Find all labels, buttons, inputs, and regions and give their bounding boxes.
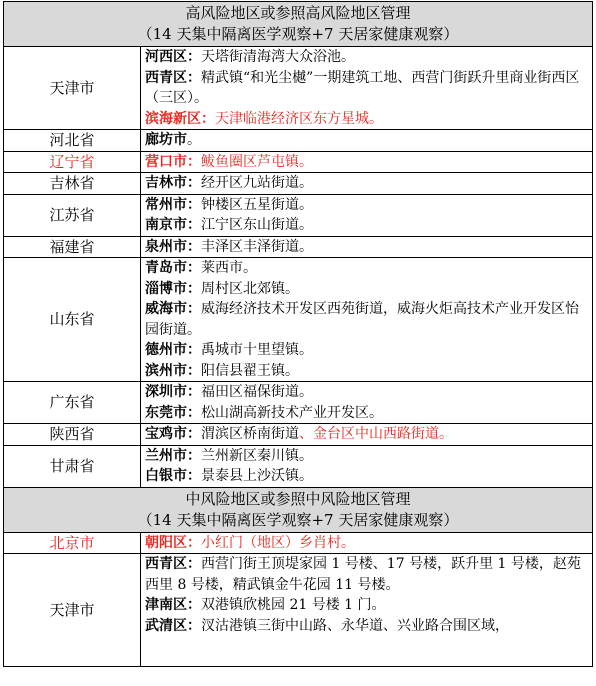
table-row [4, 424, 593, 446]
district-name: 宝鸡市： [145, 426, 201, 442]
district-cell [141, 151, 593, 173]
table-row [4, 130, 593, 152]
district-name: 泉州市： [145, 238, 201, 255]
district-name: 白银市： [145, 468, 201, 484]
district-name: 青岛市： [145, 260, 201, 276]
section-header-mid-cell [4, 487, 593, 532]
district-name: 兰州市： [145, 447, 201, 464]
district-detail: 周村区北郊镇。 [201, 280, 299, 297]
district-cell [141, 47, 593, 130]
area-line [145, 299, 588, 340]
district-name: 滨州市： [145, 362, 201, 379]
section-title-mid: 中风险地区或参照中风险地区管理 [185, 489, 411, 508]
table-row [4, 258, 593, 382]
district-detail: 禹城市十里望镇。 [201, 342, 313, 358]
district-detail: 丰泽区丰泽街道。 [201, 238, 313, 255]
district-detail: 天津临港经济区东方星城。 [215, 110, 383, 127]
district-detail: 江宁区东山街道。 [201, 217, 313, 233]
district-detail: 莱西市。 [201, 260, 257, 276]
district-cell [141, 532, 593, 554]
area-line [145, 361, 588, 382]
district-detail: 小红门（地区）乡肖村。 [201, 534, 355, 551]
district-detail: 福田区福保街道。 [201, 384, 313, 400]
district-detail: 汊沽港镇三街中山路、永华道、兴业路合围区域， [201, 617, 509, 634]
district-name: 西青区： [145, 556, 201, 572]
province-cell: 山东省 [4, 258, 141, 382]
district-detail: 兰州新区秦川镇。 [201, 447, 313, 464]
table-row [4, 194, 593, 236]
district-name: 吉林市： [145, 175, 201, 191]
district-cell [141, 382, 593, 424]
district-cell [141, 445, 593, 487]
province-cell: 北京市 [4, 532, 141, 554]
district-detail: 景泰县上沙沃镇。 [201, 468, 313, 484]
section-header-high-cell [4, 2, 593, 47]
district-name: 津南区： [145, 597, 201, 613]
table-row [4, 236, 593, 258]
table-row [4, 151, 593, 173]
table-row [4, 554, 593, 667]
district-cell [141, 258, 593, 382]
district-detail: 。 [187, 132, 201, 148]
table-row [4, 382, 593, 424]
area-line [145, 340, 588, 361]
area-line [145, 47, 588, 68]
district-name: 廊坊市 [145, 132, 187, 148]
district-name: 德州市： [145, 342, 201, 358]
risk-area-table [3, 1, 593, 667]
section-header-mid [4, 487, 593, 532]
area-line [145, 466, 588, 487]
area-line [145, 258, 588, 279]
district-detail: 阳信县翟王镇。 [201, 362, 299, 379]
province-cell: 福建省 [4, 236, 141, 258]
district-name: 武清区： [145, 617, 201, 634]
area-line [145, 195, 588, 216]
district-name: 南京市： [145, 217, 201, 233]
table-row [4, 532, 593, 554]
province-cell: 江苏省 [4, 194, 141, 236]
district-detail: 天塔街清海湾大众浴池。 [201, 49, 355, 65]
district-detail: 经开区九站街道。 [201, 175, 313, 191]
province-cell: 河北省 [4, 130, 141, 152]
district-detail-new: 、金台区中山西路街道。 [299, 426, 453, 442]
area-line [145, 616, 588, 637]
table-row [4, 445, 593, 487]
district-name: 淄博市： [145, 280, 201, 297]
area-line [145, 403, 588, 424]
province-cell: 广东省 [4, 382, 141, 424]
province-cell: 吉林省 [4, 173, 141, 195]
area-line [145, 279, 588, 300]
section-title-high: 高风险地区或参照高风险地区管理 [185, 4, 411, 22]
district-cell [141, 554, 593, 667]
area-line [145, 215, 588, 236]
district-name: 西青区： [145, 69, 201, 86]
district-name: 深圳市： [145, 384, 201, 400]
district-cell [141, 194, 593, 236]
province-cell: 陕西省 [4, 424, 141, 446]
province-cell: 天津市 [4, 554, 141, 667]
area-line [145, 109, 588, 130]
district-name: 东莞市： [145, 404, 201, 421]
district-name: 朝阳区： [145, 534, 201, 551]
district-name: 河西区： [145, 49, 201, 65]
district-detail: 鲅鱼圈区芦屯镇。 [201, 153, 313, 170]
table-row [4, 173, 593, 195]
table-row [4, 47, 593, 130]
province-cell: 甘肃省 [4, 445, 141, 487]
area-line [145, 68, 588, 109]
province-cell: 天津市 [4, 47, 141, 130]
continued-spacer [145, 636, 588, 666]
district-detail: 渭滨区桥南街道 [201, 426, 299, 442]
area-line [145, 595, 588, 616]
district-name: 威海市： [145, 301, 201, 317]
district-detail: 威海经济技术开发区西苑街道，威海火炬高技术产业开发区怡园街道。 [145, 301, 579, 338]
district-detail: 双港镇欣桃园 21 号楼 1 门。 [201, 597, 386, 613]
district-name: 滨海新区： [145, 110, 215, 127]
section-subtitle-mid: （14 天集中隔离医学观察+7 天居家健康观察） [137, 510, 459, 529]
province-cell: 辽宁省 [4, 151, 141, 173]
district-detail: 松山湖高新技术产业开发区。 [201, 404, 383, 421]
district-cell [141, 236, 593, 258]
area-line [145, 382, 588, 403]
district-detail: 精武镇“和光尘樾”一期建筑工地、西营门街跃升里商业街西区（三区）。 [145, 69, 580, 106]
district-cell [141, 130, 593, 152]
section-header-high [4, 2, 593, 47]
area-line [145, 446, 588, 467]
district-detail: 钟楼区五星街道。 [201, 196, 313, 213]
area-line [145, 554, 588, 595]
district-name: 营口市： [145, 153, 201, 170]
district-cell [141, 173, 593, 195]
section-subtitle-high: （14 天集中隔离医学观察+7 天居家健康观察） [137, 25, 459, 43]
district-detail: 西营门街王顶堤家园 1 号楼、17 号楼，跃升里 1 号楼，赵苑西里 8 号楼，精武镇金牛花园 11 号楼。 [145, 556, 581, 593]
district-name: 常州市： [145, 196, 201, 213]
district-cell [141, 424, 593, 446]
